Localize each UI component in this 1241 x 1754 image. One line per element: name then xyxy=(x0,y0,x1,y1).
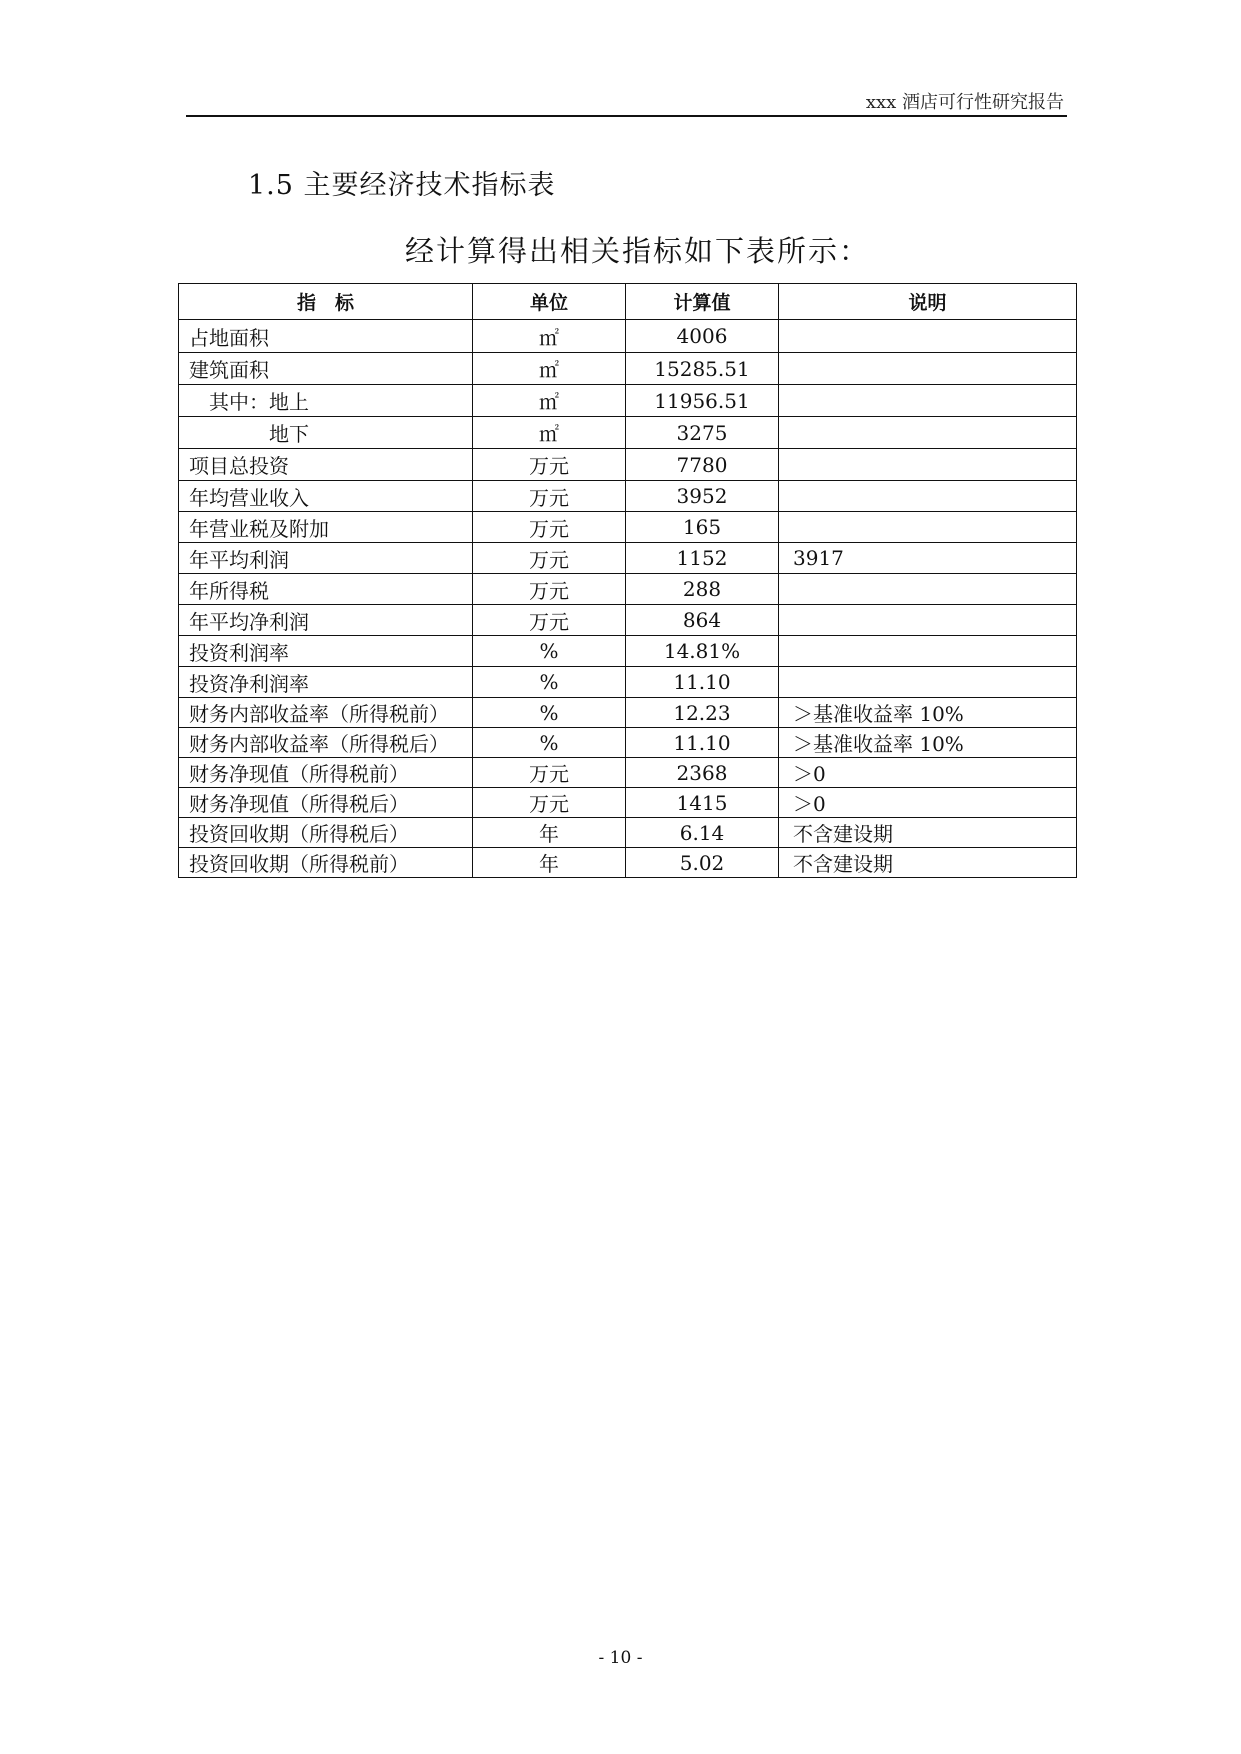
note-cell: 3917 xyxy=(779,543,1077,574)
note-cell xyxy=(779,417,1077,449)
unit-cell: 年 xyxy=(473,818,626,848)
header-divider xyxy=(186,115,1067,117)
unit-cell: ㎡ xyxy=(473,320,626,353)
value-cell: 11.10 xyxy=(626,667,779,698)
unit-cell: 万元 xyxy=(473,512,626,543)
indicator-name-cell: 财务内部收益率（所得税前） xyxy=(179,698,473,728)
note-cell xyxy=(779,512,1077,543)
unit-cell: % xyxy=(473,698,626,728)
note-cell xyxy=(779,481,1077,512)
unit-cell: % xyxy=(473,728,626,758)
report-title: xxx 酒店可行性研究报告 xyxy=(865,92,1064,113)
indicator-name-cell: 年营业税及附加 xyxy=(179,512,473,543)
table-row xyxy=(179,481,1077,512)
unit-cell: 年 xyxy=(473,848,626,878)
table-row xyxy=(179,417,1077,449)
unit-cell: ㎡ xyxy=(473,353,626,385)
unit-cell: ㎡ xyxy=(473,385,626,417)
column-header-note: 说明 xyxy=(779,284,1077,320)
table-row xyxy=(179,667,1077,698)
indicator-name-cell: 地下 xyxy=(179,417,473,449)
note-cell xyxy=(779,667,1077,698)
indicator-name-cell: 投资净利润率 xyxy=(179,667,473,698)
table-row xyxy=(179,698,1077,728)
value-cell: 11956.51 xyxy=(626,385,779,417)
indicator-name-cell: 其中：地上 xyxy=(179,385,473,417)
column-header-value: 计算值 xyxy=(626,284,779,320)
unit-cell: 万元 xyxy=(473,449,626,481)
value-cell: 288 xyxy=(626,574,779,605)
indicator-name-cell: 年均营业收入 xyxy=(179,481,473,512)
note-cell: 不含建设期 xyxy=(779,848,1077,878)
unit-cell: 万元 xyxy=(473,605,626,636)
indicator-name-cell: 投资利润率 xyxy=(179,636,473,667)
unit-cell: 万元 xyxy=(473,543,626,574)
note-cell: ＞基准收益率 10% xyxy=(779,698,1077,728)
unit-cell: % xyxy=(473,636,626,667)
value-cell: 1415 xyxy=(626,788,779,818)
table-row xyxy=(179,320,1077,353)
indicator-name-cell: 财务内部收益率（所得税后） xyxy=(179,728,473,758)
note-cell xyxy=(779,385,1077,417)
table-body xyxy=(179,320,1077,878)
table-row xyxy=(179,512,1077,543)
value-cell: 3275 xyxy=(626,417,779,449)
unit-cell: 万元 xyxy=(473,758,626,788)
indicator-name-cell: 投资回收期（所得税后） xyxy=(179,818,473,848)
indicator-name-cell: 项目总投资 xyxy=(179,449,473,481)
value-cell: 165 xyxy=(626,512,779,543)
section-heading: 1.5 主要经济技术指标表 xyxy=(248,170,556,201)
table-row xyxy=(179,385,1077,417)
value-cell: 3952 xyxy=(626,481,779,512)
value-cell: 6.14 xyxy=(626,818,779,848)
value-cell: 5.02 xyxy=(626,848,779,878)
indicator-name-cell: 年平均利润 xyxy=(179,543,473,574)
indicator-name-cell: 投资回收期（所得税前） xyxy=(179,848,473,878)
table-header-row xyxy=(179,284,1077,320)
value-cell: 7780 xyxy=(626,449,779,481)
table-row xyxy=(179,788,1077,818)
indicator-name-cell: 财务净现值（所得税前） xyxy=(179,758,473,788)
table-row xyxy=(179,353,1077,385)
unit-cell: 万元 xyxy=(473,481,626,512)
indicator-name-cell: 年所得税 xyxy=(179,574,473,605)
page-number: - 10 - xyxy=(598,1648,643,1668)
value-cell: 1152 xyxy=(626,543,779,574)
value-cell: 864 xyxy=(626,605,779,636)
note-cell xyxy=(779,353,1077,385)
table-row xyxy=(179,543,1077,574)
table-row xyxy=(179,728,1077,758)
note-cell xyxy=(779,320,1077,353)
value-cell: 12.23 xyxy=(626,698,779,728)
note-cell: ＞基准收益率 10% xyxy=(779,728,1077,758)
indicator-name-cell: 财务净现值（所得税后） xyxy=(179,788,473,818)
table-row xyxy=(179,449,1077,481)
column-header-unit: 单位 xyxy=(473,284,626,320)
column-header-indicator: 指 标 xyxy=(179,284,473,320)
intro-paragraph: 经计算得出相关指标如下表所示： xyxy=(405,234,871,268)
value-cell: 15285.51 xyxy=(626,353,779,385)
table-row xyxy=(179,636,1077,667)
unit-cell: ㎡ xyxy=(473,417,626,449)
note-cell xyxy=(779,449,1077,481)
value-cell: 4006 xyxy=(626,320,779,353)
value-cell: 2368 xyxy=(626,758,779,788)
note-cell xyxy=(779,636,1077,667)
table-row xyxy=(179,848,1077,878)
indicators-table xyxy=(178,283,1077,878)
note-cell: 不含建设期 xyxy=(779,818,1077,848)
indicator-name-cell: 年平均净利润 xyxy=(179,605,473,636)
unit-cell: 万元 xyxy=(473,574,626,605)
table-row xyxy=(179,605,1077,636)
value-cell: 11.10 xyxy=(626,728,779,758)
unit-cell: 万元 xyxy=(473,788,626,818)
table-row xyxy=(179,818,1077,848)
note-cell: ＞0 xyxy=(779,788,1077,818)
note-cell: ＞0 xyxy=(779,758,1077,788)
note-cell xyxy=(779,605,1077,636)
unit-cell: % xyxy=(473,667,626,698)
table-row xyxy=(179,574,1077,605)
value-cell: 14.81% xyxy=(626,636,779,667)
indicator-name-cell: 占地面积 xyxy=(179,320,473,353)
indicator-name-cell: 建筑面积 xyxy=(179,353,473,385)
table-row xyxy=(179,758,1077,788)
note-cell xyxy=(779,574,1077,605)
